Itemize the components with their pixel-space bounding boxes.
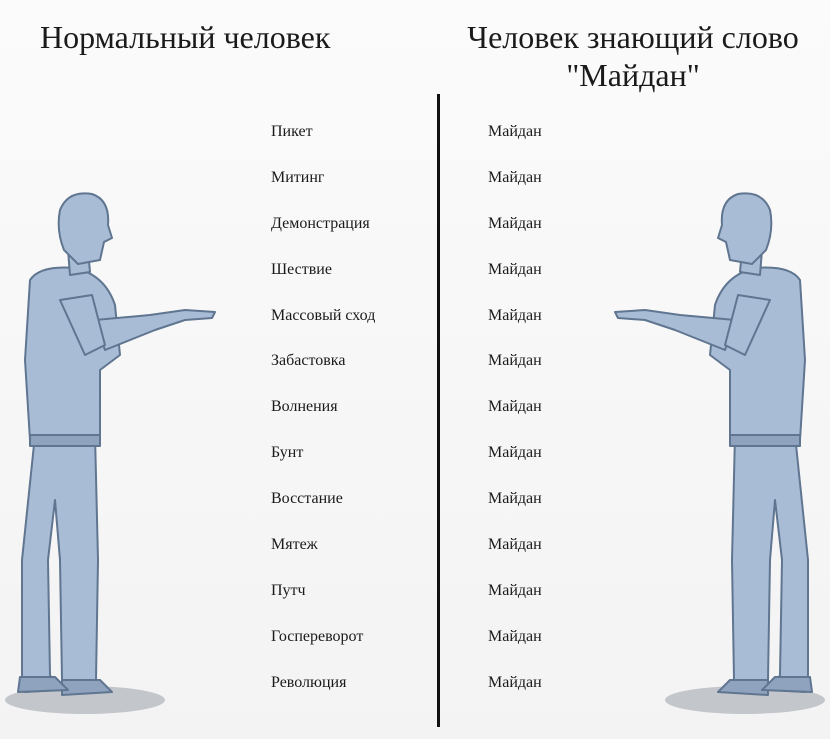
left-word-item: Митинг — [271, 168, 325, 186]
right-word-list — [488, 122, 542, 719]
right-word-item: Майдан — [488, 168, 542, 186]
left-word-item: Мятеж — [271, 536, 318, 554]
right-word-item: Майдан — [488, 214, 542, 232]
center-divider — [437, 94, 440, 727]
left-word-item: Восстание — [271, 490, 343, 508]
right-word-item: Майдан — [488, 536, 542, 554]
left-column-title: Нормальный человек — [40, 19, 331, 55]
left-word-item: Демонстрация — [271, 214, 370, 232]
left-word-item: Революция — [271, 673, 347, 691]
right-column-title — [448, 18, 818, 94]
right-word-item: Майдан — [488, 490, 542, 508]
left-word-item: Пикет — [271, 123, 313, 140]
right-word-item: Майдан — [488, 398, 542, 416]
left-man-figure — [0, 180, 220, 730]
right-title-line-2: "Майдан" — [566, 57, 700, 93]
left-word-item: Волнения — [271, 398, 338, 416]
left-word-item: Массовый сход — [271, 306, 376, 324]
right-word-item: Майдан — [488, 673, 542, 691]
right-word-item: Майдан — [488, 123, 542, 140]
right-title-line-1: Человек знающий слово — [467, 19, 799, 55]
left-word-item: Забастовка — [271, 352, 346, 370]
right-word-item: Майдан — [488, 306, 542, 324]
right-word-item: Майдан — [488, 627, 542, 645]
left-word-list — [271, 122, 375, 719]
right-word-item: Майдан — [488, 444, 542, 462]
right-word-item: Майдан — [488, 352, 542, 370]
right-man-figure — [610, 180, 830, 730]
right-word-item: Майдан — [488, 581, 542, 599]
left-word-item: Госпереворот — [271, 627, 364, 645]
left-word-item: Путч — [271, 581, 306, 599]
right-word-item: Майдан — [488, 260, 542, 278]
left-word-item: Шествие — [271, 260, 332, 278]
left-word-item: Бунт — [271, 444, 304, 462]
